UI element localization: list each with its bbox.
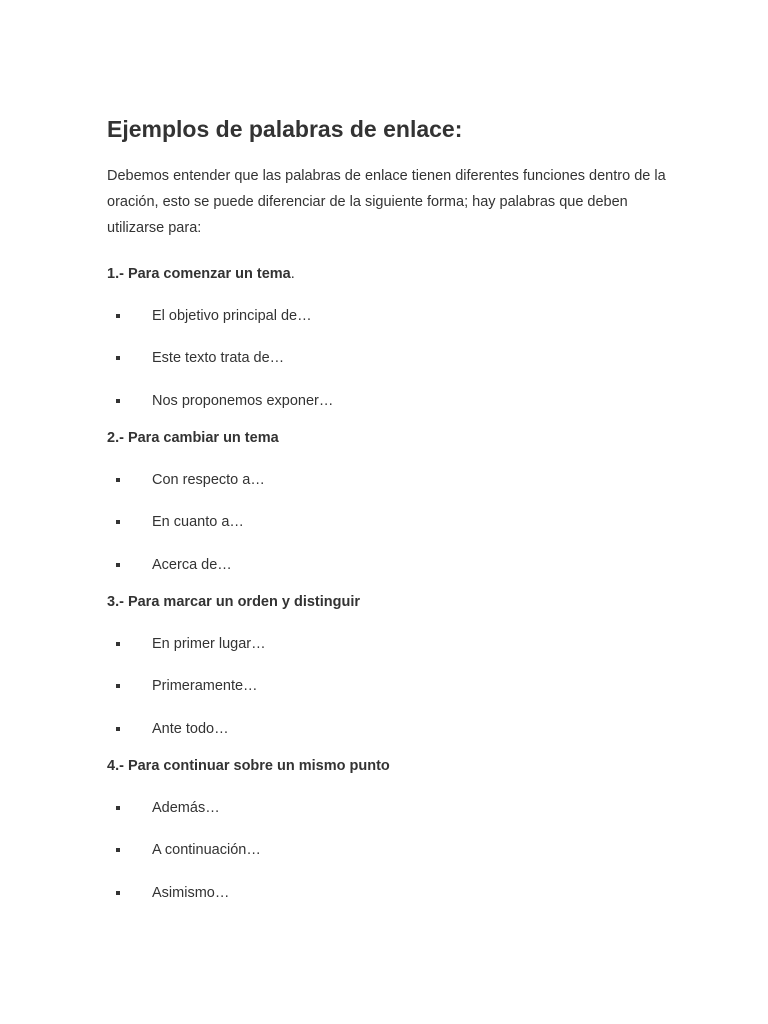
list-item xyxy=(107,369,667,412)
list-item xyxy=(107,818,667,861)
example-list xyxy=(107,284,667,411)
list-item xyxy=(107,490,667,533)
example-list xyxy=(107,776,667,903)
section-3 xyxy=(107,592,667,739)
section-1 xyxy=(107,264,667,411)
list-item-text: Acerca de… xyxy=(152,556,232,573)
list-item xyxy=(107,861,667,904)
bullet-icon xyxy=(116,520,120,524)
bullet-icon xyxy=(116,314,120,318)
list-item xyxy=(107,776,667,818)
bullet-icon xyxy=(116,806,120,810)
bullet-icon xyxy=(116,399,120,403)
bullet-icon xyxy=(116,727,120,731)
section-heading xyxy=(107,264,667,284)
section-2 xyxy=(107,428,667,575)
bullet-icon xyxy=(116,478,120,482)
bullet-icon xyxy=(116,642,120,646)
section-heading-text: 2.- Para cambiar un tema xyxy=(107,430,279,446)
list-item-text: Este texto trata de… xyxy=(152,350,285,366)
list-item xyxy=(107,448,667,490)
section-heading-text: 1.- Para comenzar un tema xyxy=(107,266,291,282)
list-item xyxy=(107,612,667,654)
list-item-text: Ante todo… xyxy=(152,720,229,737)
bullet-icon xyxy=(116,563,120,567)
list-item-text: En cuanto a… xyxy=(152,514,244,530)
intro-paragraph: Debemos entender que las palabras de enlace tienen diferentes funciones dentro de la oración, esto se puede diferenciar de la siguiente forma; hay palabras que deben utilizarse para: xyxy=(107,168,666,236)
example-list xyxy=(107,448,667,575)
list-item xyxy=(107,326,667,369)
section-heading xyxy=(107,592,667,612)
list-item xyxy=(107,654,667,697)
list-item-text: Nos proponemos exponer… xyxy=(152,392,334,409)
bullet-icon xyxy=(116,891,120,895)
section-heading xyxy=(107,756,667,776)
list-item xyxy=(107,284,667,326)
list-item-text: El objetivo principal de… xyxy=(152,308,312,324)
list-item-text: En primer lugar… xyxy=(152,636,266,652)
section-heading-suffix: . xyxy=(290,266,295,282)
bullet-icon xyxy=(116,684,120,688)
list-item-text: Asimismo… xyxy=(152,884,230,901)
page-title: Ejemplos de palabras de enlace: xyxy=(107,116,463,142)
list-item-text: Primeramente… xyxy=(152,678,258,694)
section-4 xyxy=(107,756,667,903)
list-item-text: A continuación… xyxy=(152,842,261,858)
document-page xyxy=(107,114,667,903)
bullet-icon xyxy=(116,848,120,852)
list-item xyxy=(107,697,667,740)
section-heading xyxy=(107,428,667,448)
list-item xyxy=(107,533,667,576)
section-heading-text: 3.- Para marcar un orden y distinguir xyxy=(107,594,361,610)
section-heading-text: 4.- Para continuar sobre un mismo punto xyxy=(107,758,390,774)
list-item-text: Con respecto a… xyxy=(152,472,265,488)
list-item-text: Además… xyxy=(152,800,220,816)
example-list xyxy=(107,612,667,739)
bullet-icon xyxy=(116,356,120,360)
